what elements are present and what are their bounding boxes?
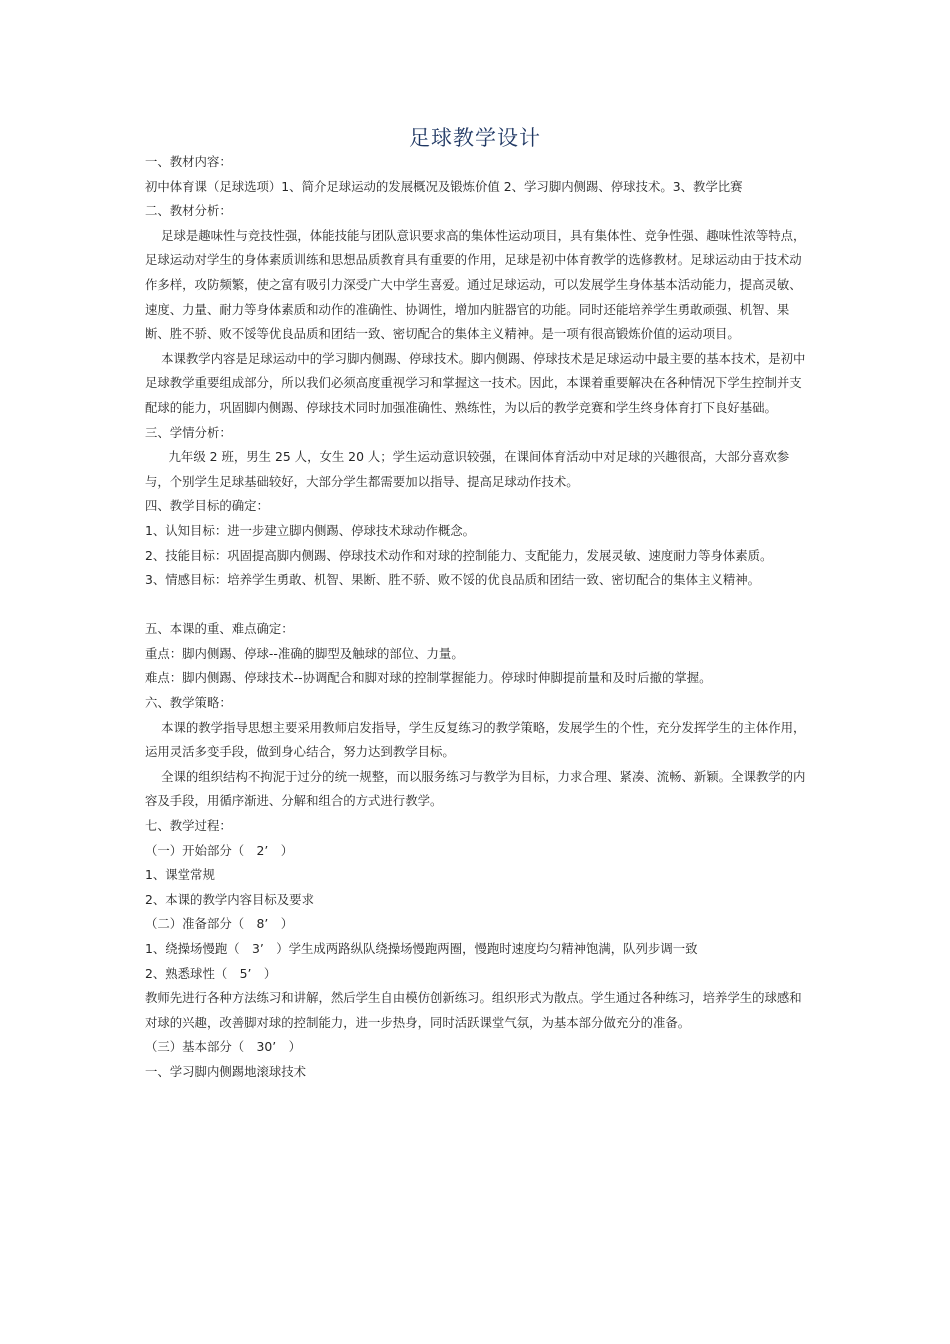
paragraph: 初中体育课（足球选项）1、简介足球运动的发展概况及锻炼价值 2、学习脚内侧踢、停球技术。3、教学比赛 xyxy=(145,178,743,194)
list-item: 1、课堂常规 xyxy=(145,867,215,883)
section-heading-5: 五、本课的重、难点确定： xyxy=(145,621,294,637)
blank-line xyxy=(145,593,810,618)
document-title: 足球教学设计 xyxy=(409,126,541,150)
list-item: 2、本课的教学内容目标及要求 xyxy=(145,891,314,907)
section-heading-6: 六、教学策略： xyxy=(145,695,232,711)
section-heading-4: 四、教学目标的确定： xyxy=(145,498,269,514)
paragraph: 教师先进行各种方法练习和讲解，然后学生自由模仿创新练习。组织形式为散点。学生通过各种练习，培养学生的球感和对球的兴趣，改善脚对球的控制能力，进一步热身，同时活跃课堂气氛，为基本部分做充分的准备。 xyxy=(145,990,802,1030)
paragraph: 本课的教学指导思想主要采用教师启发指导，学生反复练习的教学策略，发展学生的个性，充分发挥学生的主体作用，运用灵活多变手段，做到身心结合，努力达到教学目标。 xyxy=(145,719,806,760)
paragraph: 1、认知目标：进一步建立脚内侧踢、停球技术球动作概念。 xyxy=(145,522,476,538)
list-item: 一、学习脚内侧踢地滚球技术 xyxy=(145,1063,307,1079)
subheading: （一）开始部分（ 2’ ） xyxy=(145,842,294,858)
list-item: 1、绕操场慢跑（ 3’ ）学生成两路纵队绕操场慢跑两圈，慢跑时速度均匀精神饱满，队列步调一致 xyxy=(145,941,698,956)
paragraph: 重点：脚内侧踢、停球--准确的脚型及触球的部位、力量。 xyxy=(145,645,464,661)
document-body xyxy=(145,150,810,1085)
paragraph: 难点：脚内侧踢、停球技术--协调配合和脚对球的控制掌握能力。停球时伸脚提前量和及时后撤的掌握。 xyxy=(145,670,712,686)
subheading: （三）基本部分（ 30’ ） xyxy=(145,1039,302,1055)
list-item: 2、熟悉球性（ 5’ ） xyxy=(145,965,277,981)
section-heading-1: 一、教材内容： xyxy=(145,154,232,169)
subheading: （二）准备部分（ 8’ ） xyxy=(145,916,294,932)
section-heading-3: 三、学情分析： xyxy=(145,424,232,440)
paragraph: 本课教学内容是足球运动中的学习脚内侧踢、停球技术。脚内侧踢、停球技术是足球运动中最主要的基本技术，是初中足球教学重要组成部分，所以我们必须高度重视学习和掌握这一技术。因此，本课着重要解决在各种情况下学生控制并支配球的能力，巩固脚内侧踢、停球技术同时加强准确性、熟练性，为以后的教学竞赛和学生终身体育打下良好基础。 xyxy=(145,350,806,415)
paragraph: 3、情感目标：培养学生勇敢、机智、果断、胜不骄、败不馁的优良品质和团结一致、密切配合的集体主义精神。 xyxy=(145,572,761,588)
paragraph: 足球是趣味性与竞技性强，体能技能与团队意识要求高的集体性运动项目，具有集体性、竞争性强、趣味性浓等特点，足球运动对学生的身体素质训练和思想品质教育具有重要的作用，足球是初中体育教学的选修教材。足球运动由于技术动作多样，攻防频繁，使之富有吸引力深受广大中学生喜爱。通过足球运动，可以发展学生身体基本活动能力，提高灵敏、速度、力量、耐力等身体素质和动作的准确性、协调性，增加内脏器官的功能。同时还能培养学生勇敢顽强、机智、果断、胜不骄、败不馁等优良品质和团结一致、密切配合的集体主义精神。是一项有很高锻炼价值的运动项目。 xyxy=(145,227,806,342)
section-heading-2: 二、教材分析： xyxy=(145,203,232,219)
paragraph: 九年级 2 班，男生 25 人，女生 20 人；学生运动意识较强，在课间体育活动中对足球的兴趣很高，大部分喜欢参与，个别学生足球基础较好，大部分学生都需要加以指导、提高足球动作技术。 xyxy=(145,449,790,489)
paragraph: 全课的组织结构不拘泥于过分的统一规整，而以服务练习与教学为目标，力求合理、紧凑、流畅、新颖。全课教学的内容及手段，用循序渐进、分解和组合的方式进行教学。 xyxy=(145,768,806,809)
paragraph: 2、技能目标：巩固提高脚内侧踢、停球技术动作和对球的控制能力、支配能力，发展灵敏、速度耐力等身体素质。 xyxy=(145,547,773,563)
section-heading-7: 七、教学过程： xyxy=(145,818,232,834)
